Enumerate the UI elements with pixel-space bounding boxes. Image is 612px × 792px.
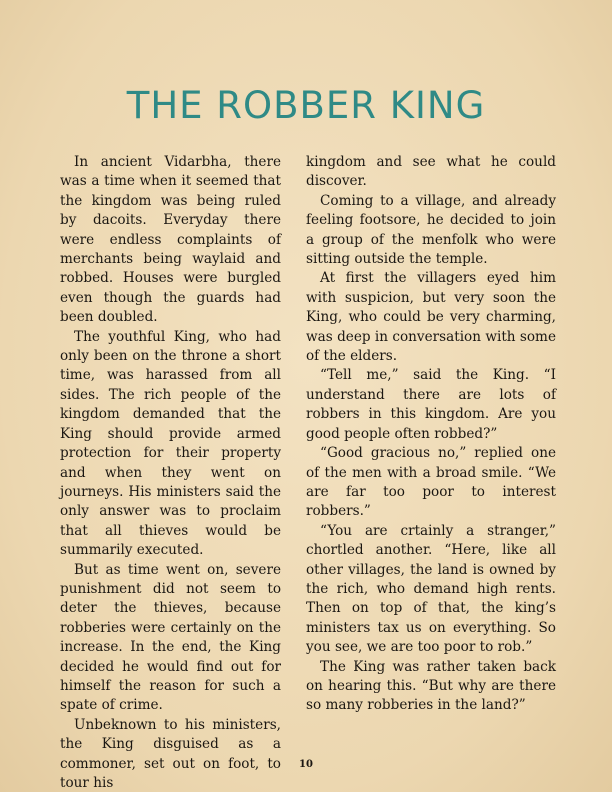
paragraph: “Tell me,” said the King. “I understand there are lots of robbers in this kingdom. Are you good people often robbed?” — [306, 367, 556, 442]
paragraph: “You are crtainly a stranger,” chortled another. “Here, like all other villages, the land is owned by the rich, who demand high rents. Then on top of that, the king’s ministers tax us on everything. So you see, we are too poor to rob.” — [306, 522, 556, 656]
paragraph: The youthful King, who had only been on the throne a short time, was harassed from all sides. The rich people of the kingdom demanded that the King should provide armed protection for their property and when they went on journeys. His ministers said the only answer was to proclaim that all thieves would be summarily executed. — [60, 328, 281, 559]
paragraph: Coming to a village, and already feeling footsore, he decided to join a group of the menfolk who were sitting outside the temple. — [306, 192, 556, 268]
paragraph: kingdom and see what he could discover. — [306, 154, 556, 190]
paragraph: Unbeknown to his ministers, the King disguised as a commoner, set out on foot, to tour his — [60, 716, 281, 791]
left-column — [60, 153, 281, 792]
paragraph: The King was rather taken back on hearing this. “But why are there so many robberies in the land?” — [306, 658, 556, 714]
page-number: 10 — [299, 759, 313, 770]
paragraph: In ancient Vidarbha, there was a time when it seemed that the kingdom was being ruled by dacoits. Everyday there were endless complaints of merchants being waylaid and robbed. Houses were burgled even though the guards had been doubled. — [60, 154, 281, 326]
story-title: THE ROBBER KING — [126, 84, 486, 127]
paragraph: At first the villagers eyed him with suspicion, but very soon the King, who could be very charming, was deep in conversation with some of the elders. — [306, 270, 556, 365]
paragraph: “Good gracious no,” replied one of the men with a broad smile. “We are far too poor to interest robbers.” — [306, 445, 556, 520]
paragraph: But as time went on, severe punishment did not seem to deter the thieves, because robberies were certainly on the increase. In the end, the King decided he would find out for himself the reason for such a spate of crime. — [60, 561, 281, 714]
right-column — [306, 153, 556, 716]
